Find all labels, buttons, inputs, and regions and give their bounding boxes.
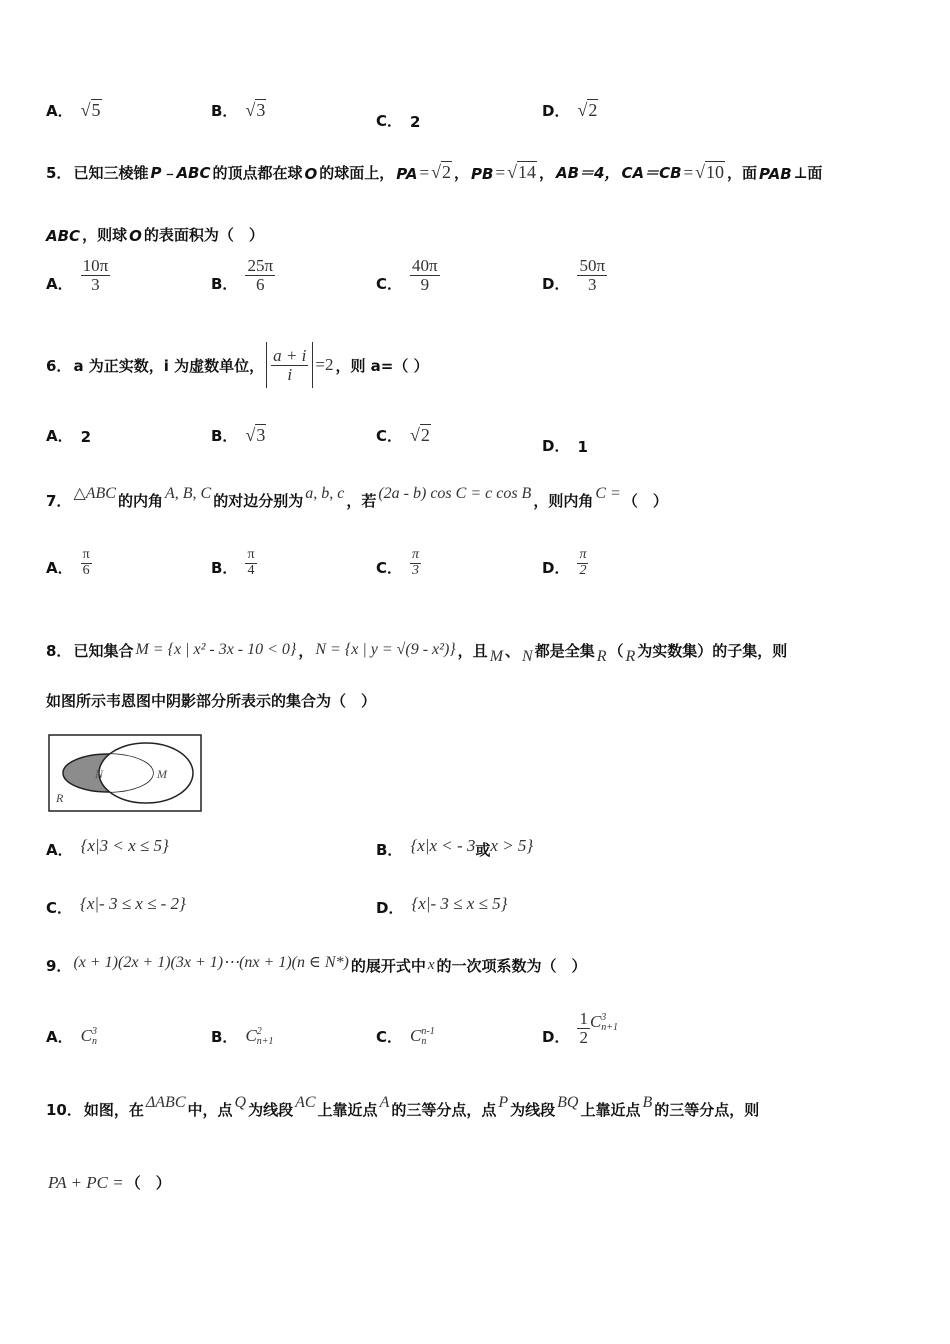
combination: C 3 n (80, 1026, 97, 1048)
q5-option-c[interactable] (376, 257, 440, 294)
question-10-line-1 (46, 1094, 761, 1120)
fraction: $\frac{40\pi}{9}$ (412, 256, 438, 294)
question-text: 如图所示韦恩图中阴影部分所表示的集合为（ ） (46, 692, 377, 710)
math-term: x (427, 957, 435, 973)
combination: C 3 n+1 (589, 1011, 619, 1033)
q6-option-a[interactable] (46, 425, 91, 446)
q6-option-b[interactable] (211, 425, 266, 446)
option-label: C． (376, 274, 403, 293)
option-label: B． (211, 427, 238, 445)
sqrt-expression: √2 (410, 425, 430, 445)
option-label: B． (211, 559, 238, 578)
q6-option-d[interactable] (542, 435, 588, 456)
option-label: C． (376, 112, 403, 130)
question-text: 为实数集）的子集，则 (637, 641, 788, 660)
math-term: AC (295, 1094, 316, 1111)
math-term: AB＝4， (555, 164, 620, 182)
sqrt-expression: √5 (80, 100, 101, 120)
q9-option-a[interactable] (46, 1026, 97, 1047)
set-n-definition: N = {x | y = √(9 - x²)} (315, 641, 456, 658)
equals-sign: = (683, 163, 694, 182)
option-value: {x|3 < x ≤ 5} (80, 836, 169, 855)
math-term: CA＝CB (621, 164, 682, 182)
sqrt-expression: √10 (695, 162, 724, 182)
question-8-line-1 (46, 634, 789, 666)
q9-option-b[interactable] (211, 1026, 274, 1047)
question-text: 上靠近点 (317, 1101, 378, 1119)
option-label: B． (211, 102, 238, 120)
fraction: $\frac{25\pi}{6}$ (247, 256, 274, 294)
venn-label-r: R (56, 791, 64, 805)
math-term: PB (471, 165, 494, 183)
q8-option-d[interactable] (376, 894, 507, 918)
math-term: R (625, 648, 636, 665)
question-7-line (46, 483, 670, 511)
option-connector: 或 (475, 841, 491, 859)
option-label: A． (46, 841, 73, 859)
option-label: D． (542, 274, 570, 293)
math-term: a, b, c (305, 485, 345, 502)
question-text: ， (298, 641, 314, 660)
math-term: △ABC (73, 485, 116, 502)
math-term: PA (396, 165, 418, 183)
option-value: 2 (410, 113, 421, 131)
fraction: $\frac{\pi}{2}$ (579, 547, 587, 578)
option-label: C． (376, 427, 403, 445)
question-9-line (46, 952, 589, 976)
question-text: 、 (505, 641, 521, 660)
question-8-line-2 (46, 690, 378, 711)
question-text: ，若 (346, 492, 377, 510)
option-label: C． (46, 899, 73, 917)
q9-option-d[interactable] (542, 1010, 618, 1047)
question-5-line-2 (46, 224, 266, 245)
math-term: N (522, 648, 533, 665)
math-expression: PA + PC = (48, 1173, 124, 1192)
q4-option-d[interactable] (542, 100, 598, 121)
math-expression: (x + 1)(2x + 1)(3x + 1)⋯(nx + 1)(n ∈ N*) (73, 954, 349, 971)
question-text: 的表面积为（ ） (143, 226, 264, 244)
question-text: 已知三棱锥 (73, 164, 149, 182)
question-text: ，则内角 (533, 492, 594, 510)
question-text: （ ） (622, 492, 668, 510)
math-term: M (489, 648, 504, 665)
option-value: 2 (80, 428, 92, 446)
option-value: x > 5} (490, 836, 534, 855)
sqrt-expression: √2 (431, 162, 452, 182)
q8-option-c[interactable] (46, 894, 186, 918)
question-text: 的展开式中 (350, 957, 426, 975)
q8-option-b[interactable] (376, 836, 533, 860)
fraction: $\frac{\pi}{4}$ (247, 547, 255, 578)
venn-diagram (48, 734, 204, 814)
question-text: 的一次项系数为（ ） (436, 957, 587, 975)
question-text: a 为正实数，i 为虚数单位， (73, 356, 265, 375)
question-text: 如图，在 (83, 1101, 144, 1119)
sqrt-expression: √14 (507, 162, 536, 182)
question-text: 的三等分点，则 (654, 1101, 760, 1119)
option-label: B． (211, 274, 238, 293)
math-term: P (498, 1094, 509, 1111)
math-equation: (2a - b) cos C = c cos B (378, 485, 532, 502)
combination: C n-1 n (410, 1026, 435, 1048)
option-value: {x|x < - 3 (410, 836, 476, 855)
question-text: ，则 a=（ ） (335, 356, 429, 375)
option-label: D． (542, 559, 570, 578)
question-text: 已知集合 (73, 641, 134, 660)
option-label: A． (46, 427, 73, 445)
question-10-line-2 (48, 1172, 173, 1193)
question-number: 5． (46, 164, 72, 182)
option-label: C． (376, 1028, 403, 1047)
question-text: 的顶点都在球 (212, 164, 303, 182)
option-label: B． (376, 841, 403, 859)
math-term: ΔABC (145, 1094, 186, 1111)
absolute-value (266, 342, 313, 388)
equals-sign: = (495, 163, 506, 182)
question-6-line (46, 342, 431, 388)
question-5-line-1 (46, 162, 824, 183)
question-text: 的对边分别为 (213, 492, 304, 510)
venn-label-n: N (95, 767, 104, 781)
option-value: {x|- 3 ≤ x ≤ 5} (411, 894, 508, 913)
question-number: 6． (46, 356, 72, 375)
option-label: D． (542, 1027, 570, 1046)
q4-option-c[interactable] (376, 110, 420, 131)
q6-option-c[interactable] (376, 425, 431, 446)
math-term: A (379, 1094, 390, 1111)
math-term: C = (595, 485, 621, 502)
q5-option-a[interactable] (46, 257, 110, 294)
question-text: 都是全集 (534, 641, 595, 660)
combination: C 2 n+1 (245, 1026, 274, 1048)
question-number: 7． (46, 492, 72, 510)
option-label: A． (46, 102, 73, 120)
math-term: P﹣ABC (150, 164, 211, 182)
fraction: $\frac{10\pi}{3}$ (82, 256, 109, 294)
q7-option-d[interactable] (542, 548, 588, 578)
q4-option-b[interactable] (211, 100, 266, 121)
equals-value: =2 (315, 355, 334, 374)
math-term: B (642, 1094, 653, 1111)
sqrt-expression: √3 (245, 425, 266, 445)
question-number: 10． (46, 1101, 82, 1119)
q7-option-b[interactable] (211, 548, 257, 578)
question-number: 9． (46, 957, 72, 975)
question-text: 的球面上， (319, 164, 395, 182)
option-label: A． (46, 559, 73, 578)
q4-option-a[interactable] (46, 100, 102, 121)
math-term: R (596, 648, 607, 665)
equals-sign: = (419, 163, 430, 182)
option-label: D． (376, 899, 404, 917)
q9-option-c[interactable] (376, 1026, 435, 1047)
q7-option-a[interactable] (46, 548, 92, 578)
option-label: B． (211, 1028, 238, 1047)
fraction: $\frac{\pi}{3}$ (412, 547, 420, 578)
question-text: 为线段 (510, 1101, 556, 1119)
math-term: BQ (557, 1094, 579, 1111)
math-term: ABC (46, 227, 81, 245)
fraction: $\frac{50\pi}{3}$ (579, 256, 606, 294)
question-text: 上靠近点 (580, 1101, 641, 1119)
q8-option-a[interactable] (46, 836, 169, 860)
math-term: O (304, 165, 318, 183)
question-number: 8． (46, 641, 72, 660)
math-term: O (129, 227, 142, 245)
q5-option-b[interactable] (211, 257, 275, 294)
option-label: A． (46, 1028, 73, 1047)
q5-option-d[interactable] (542, 257, 607, 294)
set-m-definition: M = {x | x² - 3x - 10 < 0} (135, 641, 297, 658)
question-text: ，且 (457, 641, 488, 660)
option-label: D． (542, 437, 570, 455)
math-term: PAB (759, 165, 792, 183)
q7-option-c[interactable] (376, 548, 421, 578)
option-label: D． (542, 102, 570, 120)
question-text: 为线段 (248, 1101, 294, 1119)
question-text: ⊥面 (793, 164, 823, 182)
sqrt-expression: √2 (577, 100, 598, 120)
math-term: A, B, C (164, 485, 212, 502)
option-label: C． (376, 559, 403, 578)
sqrt-expression: √3 (245, 100, 266, 120)
option-value: {x|- 3 ≤ x ≤ - 2} (80, 894, 186, 913)
question-text: 的内角 (117, 492, 163, 510)
question-text: ，面 (727, 164, 758, 182)
question-text: （ (608, 641, 624, 660)
fraction: $\frac{\pi}{6}$ (82, 547, 90, 578)
fraction: $\frac{1}{2}$ (579, 1009, 588, 1047)
question-text: ， (454, 164, 470, 182)
question-text: ， (538, 164, 554, 182)
math-term: Q (234, 1094, 247, 1111)
fraction: $\frac{a + i}{i}$ (273, 345, 307, 384)
option-label: A． (46, 274, 73, 293)
question-text: ，则球 (82, 226, 128, 244)
question-text: 中，点 (187, 1101, 233, 1119)
question-text: （ ） (125, 1174, 171, 1192)
option-value: 1 (577, 438, 588, 456)
question-text: 的三等分点，点 (391, 1101, 497, 1119)
venn-label-m: M (157, 767, 167, 781)
